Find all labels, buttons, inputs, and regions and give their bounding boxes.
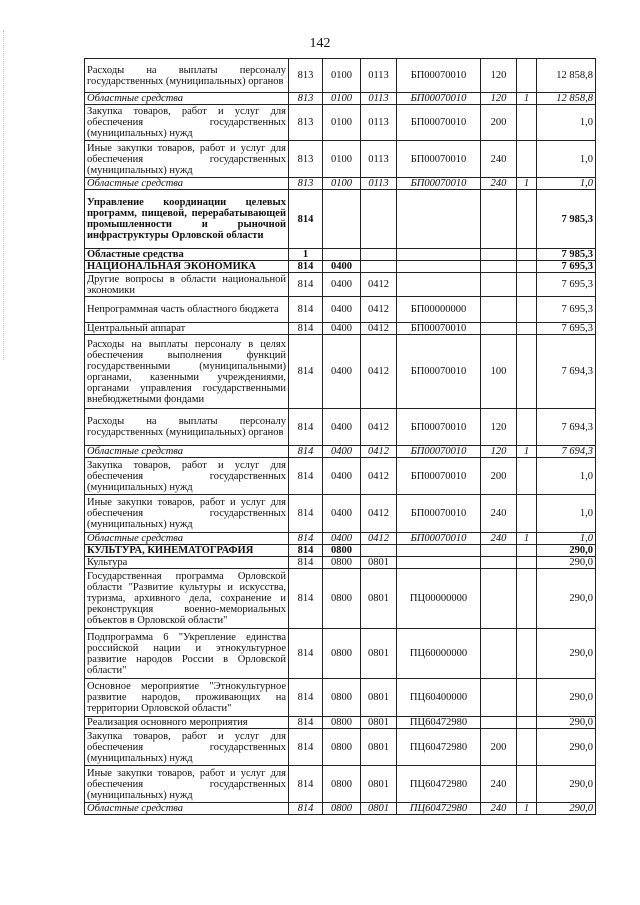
expense-type-cell [481,629,517,679]
subsection-code-cell: 0113 [361,178,397,190]
row-name-cell: Управление координации целевых программ, пищевой, перерабатывающей промышленности и рыночной инфраструктуры Орловской области [85,190,289,249]
amount-cell: 12 858,8 [537,93,596,105]
subsection-code-cell: 0801 [361,803,397,815]
funding-source-cell [517,679,537,717]
funding-source-cell [517,729,537,766]
row-name-cell: Областные средства [85,533,289,545]
funding-source-cell [517,141,537,178]
ministry-code-cell: 814 [289,569,323,629]
subsection-code-cell: 0412 [361,273,397,297]
subsection-code-cell: 0801 [361,569,397,629]
ministry-code-cell: 1 [289,249,323,261]
target-article-cell [397,190,481,249]
table-row [85,323,596,335]
ministry-code-cell: 814 [289,495,323,533]
amount-cell: 7 695,3 [537,273,596,297]
funding-source-cell [517,59,537,93]
expense-type-cell: 120 [481,59,517,93]
expense-type-cell [481,545,517,557]
binding-margin [3,30,4,360]
subsection-code-cell: 0801 [361,629,397,679]
table-row [85,679,596,717]
section-code-cell: 0800 [323,729,361,766]
target-article-cell [397,557,481,569]
table-row [85,335,596,409]
expense-type-cell [481,297,517,323]
table-row [85,105,596,141]
row-name-cell: Расходы на выплаты персоналу в целях обеспечения выполнения функций государственными (муниципальными) органами, казенными учреждениями, органами управления государственными внебюджетными фондами [85,335,289,409]
expense-type-cell: 240 [481,766,517,803]
subsection-code-cell: 0113 [361,93,397,105]
row-name-cell: Областные средства [85,803,289,815]
ministry-code-cell: 814 [289,458,323,495]
amount-cell: 290,0 [537,557,596,569]
expense-type-cell: 200 [481,729,517,766]
ministry-code-cell: 814 [289,679,323,717]
target-article-cell: БП00070010 [397,458,481,495]
funding-source-cell [517,190,537,249]
ministry-code-cell: 814 [289,629,323,679]
ministry-code-cell: 813 [289,59,323,93]
funding-source-cell [517,261,537,273]
subsection-code-cell [361,261,397,273]
ministry-code-cell: 813 [289,93,323,105]
table-row [85,629,596,679]
subsection-code-cell [361,249,397,261]
row-name-cell: Областные средства [85,446,289,458]
amount-cell: 290,0 [537,545,596,557]
funding-source-cell [517,323,537,335]
ministry-code-cell: 814 [289,803,323,815]
section-code-cell: 0800 [323,557,361,569]
row-name-cell: Реализация основного мероприятия [85,717,289,729]
target-article-cell [397,273,481,297]
table-row [85,803,596,815]
funding-source-cell [517,557,537,569]
target-article-cell: ПЦ60000000 [397,629,481,679]
ministry-code-cell: 814 [289,190,323,249]
expense-type-cell: 200 [481,105,517,141]
budget-table-body [85,59,596,815]
expense-type-cell: 240 [481,803,517,815]
expense-type-cell: 240 [481,495,517,533]
funding-source-cell: 1 [517,93,537,105]
funding-source-cell [517,297,537,323]
section-code-cell: 0400 [323,495,361,533]
subsection-code-cell [361,190,397,249]
table-row [85,141,596,178]
expense-type-cell [481,273,517,297]
table-row [85,569,596,629]
table-row [85,249,596,261]
table-row [85,545,596,557]
funding-source-cell [517,766,537,803]
amount-cell: 290,0 [537,766,596,803]
amount-cell: 290,0 [537,729,596,766]
subsection-code-cell: 0801 [361,766,397,803]
section-code-cell: 0100 [323,105,361,141]
section-code-cell: 0800 [323,717,361,729]
funding-source-cell: 1 [517,803,537,815]
section-code-cell: 0800 [323,569,361,629]
table-row [85,446,596,458]
table-row [85,766,596,803]
subsection-code-cell: 0113 [361,105,397,141]
amount-cell: 1,0 [537,495,596,533]
amount-cell: 1,0 [537,533,596,545]
row-name-cell: Подпрограмма 6 "Укрепление единства российской нации и этнокультурное развитие народов России в Орловской области" [85,629,289,679]
section-code-cell [323,190,361,249]
row-name-cell: Областные средства [85,178,289,190]
funding-source-cell [517,105,537,141]
expense-type-cell: 100 [481,335,517,409]
table-row [85,261,596,273]
section-code-cell: 0800 [323,803,361,815]
row-name-cell: Основное мероприятие "Этнокультурное развитие народов, проживающих на территории Орловской области" [85,679,289,717]
ministry-code-cell: 814 [289,446,323,458]
target-article-cell [397,545,481,557]
table-row [85,717,596,729]
expense-type-cell: 120 [481,409,517,446]
row-name-cell: Областные средства [85,93,289,105]
ministry-code-cell: 814 [289,273,323,297]
expense-type-cell [481,679,517,717]
subsection-code-cell: 0412 [361,335,397,409]
subsection-code-cell: 0412 [361,409,397,446]
table-row [85,178,596,190]
row-name-cell: Расходы на выплаты персоналу государственных (муниципальных) органов [85,59,289,93]
row-name-cell: КУЛЬТУРА, КИНЕМАТОГРАФИЯ [85,545,289,557]
ministry-code-cell: 814 [289,409,323,446]
amount-cell: 7 694,3 [537,335,596,409]
target-article-cell: ПЦ00000000 [397,569,481,629]
subsection-code-cell: 0412 [361,297,397,323]
table-row [85,458,596,495]
row-name-cell: Закупка товаров, работ и услуг для обеспечения государственных (муниципальных) нужд [85,458,289,495]
ministry-code-cell: 814 [289,717,323,729]
target-article-cell: ПЦ60400000 [397,679,481,717]
ministry-code-cell: 814 [289,335,323,409]
table-row [85,297,596,323]
row-name-cell: НАЦИОНАЛЬНАЯ ЭКОНОМИКА [85,261,289,273]
target-article-cell: ПЦ60472980 [397,717,481,729]
amount-cell: 1,0 [537,458,596,495]
funding-source-cell [517,273,537,297]
section-code-cell: 0400 [323,335,361,409]
table-row [85,533,596,545]
expense-type-cell: 120 [481,446,517,458]
ministry-code-cell: 814 [289,261,323,273]
row-name-cell: Государственная программа Орловской области "Развитие культуры и искусства, туризма, архивного дела, сохранение и реконструкция военно-мемориальных объектов в Орловской области" [85,569,289,629]
subsection-code-cell: 0801 [361,679,397,717]
target-article-cell: БП00070010 [397,495,481,533]
section-code-cell: 0400 [323,261,361,273]
target-article-cell: БП00070010 [397,335,481,409]
section-code-cell: 0800 [323,545,361,557]
expense-type-cell [481,323,517,335]
amount-cell: 7 695,3 [537,323,596,335]
expense-type-cell [481,190,517,249]
funding-source-cell [517,495,537,533]
table-row [85,495,596,533]
expense-type-cell: 120 [481,93,517,105]
budget-table [84,58,596,815]
row-name-cell: Иные закупки товаров, работ и услуг для обеспечения государственных (муниципальных) нужд [85,766,289,803]
ministry-code-cell: 813 [289,105,323,141]
table-row [85,557,596,569]
target-article-cell: ПЦ60472980 [397,803,481,815]
section-code-cell: 0400 [323,273,361,297]
amount-cell: 290,0 [537,629,596,679]
subsection-code-cell: 0412 [361,533,397,545]
subsection-code-cell [361,545,397,557]
row-name-cell: Закупка товаров, работ и услуг для обеспечения государственных (муниципальных) нужд [85,105,289,141]
target-article-cell: БП00070010 [397,446,481,458]
expense-type-cell: 240 [481,178,517,190]
section-code-cell [323,249,361,261]
funding-source-cell [517,335,537,409]
ministry-code-cell: 814 [289,533,323,545]
expense-type-cell [481,717,517,729]
subsection-code-cell: 0412 [361,495,397,533]
section-code-cell: 0800 [323,766,361,803]
section-code-cell: 0800 [323,629,361,679]
ministry-code-cell: 814 [289,323,323,335]
amount-cell: 7 695,3 [537,261,596,273]
page-number: 142 [309,36,331,51]
row-name-cell: Непрограммная часть областного бюджета [85,297,289,323]
target-article-cell: ПЦ60472980 [397,729,481,766]
expense-type-cell: 200 [481,458,517,495]
table-row [85,190,596,249]
expense-type-cell [481,249,517,261]
amount-cell: 290,0 [537,569,596,629]
amount-cell: 7 985,3 [537,190,596,249]
table-row [85,273,596,297]
ministry-code-cell: 813 [289,178,323,190]
section-code-cell: 0400 [323,323,361,335]
target-article-cell: БП00070010 [397,93,481,105]
ministry-code-cell: 814 [289,729,323,766]
target-article-cell: БП00070010 [397,141,481,178]
subsection-code-cell: 0801 [361,717,397,729]
expense-type-cell [481,261,517,273]
target-article-cell: БП00070010 [397,533,481,545]
subsection-code-cell: 0801 [361,729,397,766]
target-article-cell: БП00070010 [397,409,481,446]
section-code-cell: 0400 [323,409,361,446]
amount-cell: 7 694,3 [537,446,596,458]
section-code-cell: 0400 [323,533,361,545]
subsection-code-cell: 0412 [361,458,397,495]
row-name-cell: Закупка товаров, работ и услуг для обеспечения государственных (муниципальных) нужд [85,729,289,766]
amount-cell: 7 695,3 [537,297,596,323]
funding-source-cell [517,458,537,495]
amount-cell: 1,0 [537,178,596,190]
section-code-cell: 0400 [323,458,361,495]
row-name-cell: Иные закупки товаров, работ и услуг для обеспечения государственных (муниципальных) нужд [85,141,289,178]
target-article-cell: БП00070010 [397,105,481,141]
table-row [85,409,596,446]
row-name-cell: Расходы на выплаты персоналу государственных (муниципальных) органов [85,409,289,446]
target-article-cell: БП00070010 [397,323,481,335]
funding-source-cell [517,629,537,679]
row-name-cell: Другие вопросы в области национальной экономики [85,273,289,297]
ministry-code-cell: 814 [289,297,323,323]
funding-source-cell [517,409,537,446]
target-article-cell: БП00070010 [397,178,481,190]
ministry-code-cell: 814 [289,766,323,803]
funding-source-cell: 1 [517,178,537,190]
subsection-code-cell: 0113 [361,59,397,93]
section-code-cell: 0400 [323,297,361,323]
amount-cell: 290,0 [537,803,596,815]
table-row [85,59,596,93]
subsection-code-cell: 0801 [361,557,397,569]
amount-cell: 12 858,8 [537,59,596,93]
amount-cell: 290,0 [537,717,596,729]
ministry-code-cell: 814 [289,545,323,557]
amount-cell: 1,0 [537,105,596,141]
subsection-code-cell: 0412 [361,446,397,458]
funding-source-cell: 1 [517,446,537,458]
amount-cell: 1,0 [537,141,596,178]
amount-cell: 290,0 [537,679,596,717]
funding-source-cell [517,717,537,729]
target-article-cell [397,261,481,273]
row-name-cell: Центральный аппарат [85,323,289,335]
funding-source-cell [517,545,537,557]
funding-source-cell: 1 [517,533,537,545]
row-name-cell: Иные закупки товаров, работ и услуг для обеспечения государственных (муниципальных) нужд [85,495,289,533]
expense-type-cell: 240 [481,141,517,178]
target-article-cell: ПЦ60472980 [397,766,481,803]
row-name-cell: Областные средства [85,249,289,261]
amount-cell: 7 694,3 [537,409,596,446]
target-article-cell: БП00070010 [397,59,481,93]
ministry-code-cell: 814 [289,557,323,569]
section-code-cell: 0100 [323,59,361,93]
expense-type-cell [481,557,517,569]
section-code-cell: 0400 [323,446,361,458]
table-row [85,729,596,766]
section-code-cell: 0100 [323,141,361,178]
funding-source-cell [517,569,537,629]
section-code-cell: 0100 [323,178,361,190]
ministry-code-cell: 813 [289,141,323,178]
target-article-cell [397,249,481,261]
section-code-cell: 0100 [323,93,361,105]
row-name-cell: Культура [85,557,289,569]
target-article-cell: БП00000000 [397,297,481,323]
expense-type-cell [481,569,517,629]
subsection-code-cell: 0113 [361,141,397,178]
subsection-code-cell: 0412 [361,323,397,335]
funding-source-cell [517,249,537,261]
expense-type-cell: 240 [481,533,517,545]
amount-cell: 7 985,3 [537,249,596,261]
table-row [85,93,596,105]
section-code-cell: 0800 [323,679,361,717]
